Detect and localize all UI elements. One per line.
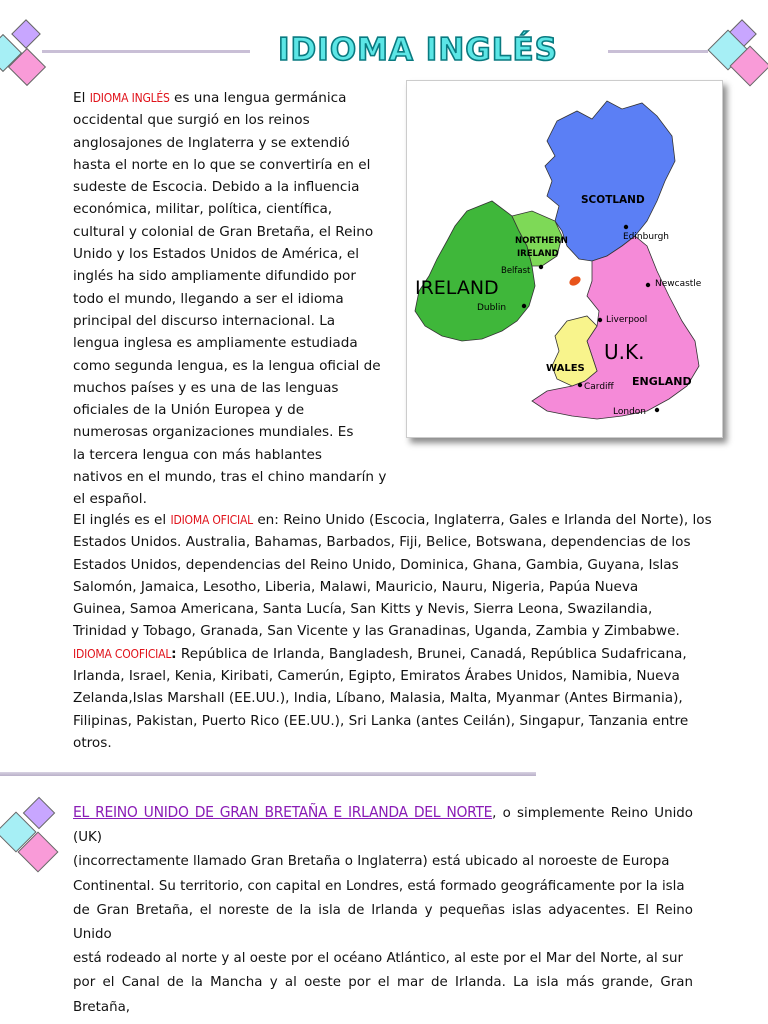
- cooficial-line: Zelanda,Islas Marshall (EE.UU.), India, Líbano, Malasia, Malta, Myanmar (Antes Birmania),: [73, 690, 683, 707]
- oficial-paragraph: [73, 509, 713, 754]
- oficial-line: Estados Unidos, dependencias del Reino Unido, Dominica, Ghana, Gambia, Guyana, Islas: [73, 556, 679, 573]
- intro-line: económica, militar, política, científica,: [73, 201, 333, 218]
- cooficial-line: Filipinas, Pakistan, Puerto Rico (EE.UU.), Sri Lanka (antes Ceilán), Singapur, Tanzania entre: [73, 712, 689, 729]
- label-uk: U.K.: [604, 340, 645, 364]
- section-divider: [0, 772, 536, 776]
- uk-line: Continental. Su territorio, con capital en Londres, está formado geográficamente por la isla: [73, 878, 685, 894]
- dublin-dot: [522, 304, 526, 308]
- cooficial-line: otros.: [73, 734, 112, 751]
- label-newcastle: Newcastle: [655, 279, 702, 289]
- label-london: London: [613, 407, 646, 417]
- intro-line: lengua inglesa es ampliamente estudiada: [73, 335, 358, 352]
- intro-line: todo el mundo, llegando a ser el idioma: [73, 290, 344, 307]
- intro-line: muchos países y es una de las lenguas: [73, 379, 339, 396]
- oficial-line: Guinea, Samoa Americana, Santa Lucía, San Kitts y Nevis, Sierra Leona, Swazilandia,: [73, 601, 653, 618]
- isle-of-man: [568, 275, 582, 288]
- intro-line: principal del discurso internacional. La: [73, 312, 336, 329]
- belfast-dot: [539, 265, 543, 269]
- intro-line: sudeste de Escocia. Debido a la influencia: [73, 179, 360, 196]
- intro-line: inglés ha sido ampliamente difundido por: [73, 268, 356, 285]
- label-ireland-small: IRELAND: [517, 249, 559, 259]
- label-scotland: SCOTLAND: [581, 194, 645, 206]
- oficial-line: Trinidad y Tobago, Granada, San Vicente y las Granadinas, Uganda, Zambia y Zimbabwe.: [73, 623, 680, 640]
- label-cardiff: Cardiff: [584, 382, 614, 392]
- idioma-ingles-label: IDIOMA INGLÉS: [89, 91, 170, 105]
- label-northern: NORTHERN: [515, 236, 568, 246]
- edinburgh-dot: [624, 225, 628, 229]
- uk-section: [73, 800, 693, 1020]
- idioma-oficial-label: IDIOMA OFICIAL: [170, 513, 253, 527]
- idioma-cooficial-label: IDIOMA COOFICIAL: [73, 646, 172, 661]
- intro-line: la tercera lengua con más hablantes: [73, 446, 322, 463]
- uk-heading-line: EL REINO UNIDO DE GRAN BRETAÑA E IRLANDA DEL NORTE, o simplemente Reino Unido (UK): [73, 803, 693, 846]
- uk-line: (incorrectamente llamado Gran Bretaña o Inglaterra) está ubicado al noroeste de Europa: [73, 854, 670, 870]
- oficial-line: Salomón, Jamaica, Lesotho, Liberia, Malawi, Mauricio, Nauru, Nigeria, Papúa Nueva: [73, 578, 639, 595]
- oficial-line: Estados Unidos. Australia, Bahamas, Barbados, Fiji, Belice, Botswana, dependencias de los: [73, 534, 691, 551]
- top-left-rule: [42, 50, 250, 53]
- intro-line-0: El IDIOMA INGLÉS es una lengua germánica: [73, 90, 347, 106]
- intro-line: Unido y los Estados Unidos de América, el: [73, 246, 360, 263]
- intro-line: el español.: [73, 491, 147, 508]
- intro-line: oficiales de la Unión Europea y de: [73, 402, 305, 419]
- liverpool-dot: [598, 318, 602, 322]
- intro-line: numerosas organizaciones mundiales. Es: [73, 424, 354, 441]
- decor-diamonds-mid-left: [0, 796, 70, 886]
- intro-line: occidental que surgió en los reinos: [73, 112, 310, 129]
- intro-line: hasta el norte en lo que se convertiría en el: [73, 156, 371, 173]
- page-title: [268, 26, 568, 70]
- cooficial-line: Irlanda, Israel, Kenia, Kiribati, Camerún, Egipto, Emiratos Árabes Unidos, Namibia, Nueva: [73, 668, 680, 685]
- london-dot: [655, 408, 659, 412]
- england-region: [532, 236, 699, 419]
- label-ireland: IRELAND: [415, 277, 499, 299]
- decor-diamonds-top-left: [0, 18, 70, 98]
- label-england: ENGLAND: [632, 375, 692, 388]
- cooficial-colon: :: [171, 645, 177, 662]
- label-dublin: Dublin: [477, 303, 507, 313]
- top-right-rule: [608, 50, 708, 53]
- page-title-text: IDIOMA INGLÉS: [278, 32, 558, 68]
- uk-section-heading: EL REINO UNIDO DE GRAN BRETAÑA E IRLANDA DEL NORTE: [73, 803, 493, 821]
- label-edinburgh: Edinburgh: [623, 232, 669, 242]
- newcastle-dot: [646, 283, 650, 287]
- label-wales: WALES: [546, 363, 585, 374]
- uk-line: está rodeado al norte y al oeste por el océano Atlántico, al este por el Mar del Norte, al sur: [73, 951, 683, 967]
- label-liverpool: Liverpool: [606, 315, 648, 325]
- map-svg: [407, 81, 722, 437]
- intro-line: anglosajones de Inglaterra y se extendió: [73, 134, 350, 151]
- cardiff-dot: [578, 383, 582, 387]
- oficial-line-0: El inglés es el IDIOMA OFICIAL en: Reino Unido (Escocia, Inglaterra, Gales e Irlanda del Norte), los: [73, 512, 712, 528]
- uk-line: de Gran Bretaña, el noreste de la isla de Irlanda y pequeñas islas adyacentes. El Reino Unido: [73, 902, 693, 943]
- cooficial-line-0: IDIOMA COOFICIAL: República de Irlanda, Bangladesh, Brunei, Canadá, República Sudafricana,: [73, 645, 687, 662]
- intro-line: cultural y colonial de Gran Bretaña, el Reino: [73, 223, 374, 240]
- intro-paragraph: [73, 87, 403, 511]
- uk-line: por el Canal de la Mancha y al oeste por el mar de Irlanda. La isla más grande, Gran Bretaña,: [73, 975, 693, 1015]
- intro-line: nativos en el mundo, tras el chino mandarín y: [73, 469, 387, 486]
- label-belfast: Belfast: [501, 266, 531, 276]
- uk-ireland-map: [406, 80, 723, 438]
- wales-region: [552, 316, 597, 386]
- intro-line: como segunda lengua, es la lengua oficial de: [73, 357, 381, 374]
